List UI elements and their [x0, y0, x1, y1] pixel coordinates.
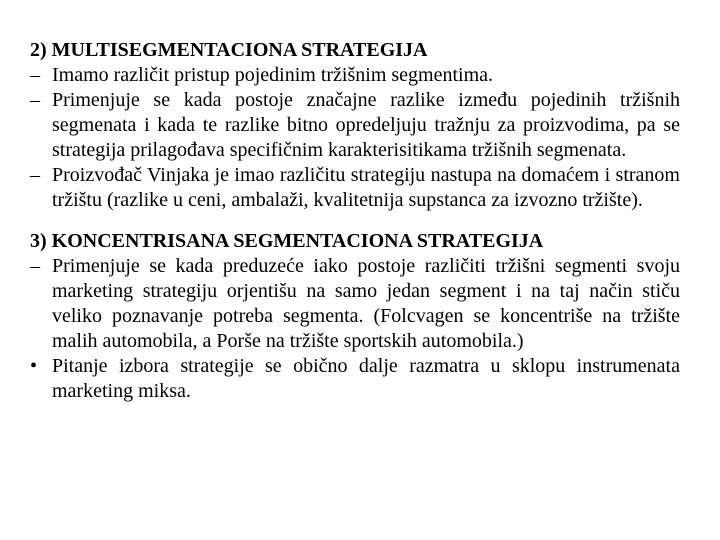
list-item [30, 88, 680, 163]
list-item-text: Pitanje izbora strategije se obično dalje razmatra u sklopu instrumenata marketing miksa. [52, 355, 680, 402]
list-item-text: Primenjuje se kada preduzeće iako postoje različiti tržišni segmenti svoju marketing strategiju orjentišu na samo jedan segment i na taj način stiču veliko poznavanje potreba segmenta. (Folcvagen se koncentriše na tržište malih automobila, a Porše na tržište sportskih automobila.) [52, 255, 680, 352]
list-item-text: Proizvođač Vinjaka je imao različitu strategiju nastupa na domaćem i stranom tržištu (razlike u ceni, ambalaži, kvalitetnija supstanca za izvozno tržište). [52, 164, 680, 211]
slide-content [30, 38, 680, 404]
section-multisegment [30, 38, 680, 213]
section-heading: 3) KONCENTRISANA SEGMENTACIONA STRATEGIJA [30, 230, 544, 252]
dash-marker: – [30, 89, 40, 111]
list-item [30, 63, 680, 88]
list-item [30, 254, 680, 354]
list-item [30, 163, 680, 213]
section-concentrated [30, 229, 680, 404]
dash-marker: – [30, 255, 40, 277]
dash-marker: – [30, 64, 40, 86]
bullet-marker: • [30, 355, 38, 377]
dash-marker: – [30, 164, 40, 186]
section-heading: 2) MULTISEGMENTACIONA STRATEGIJA [30, 39, 428, 61]
list-item-text: Imamo različit pristup pojedinim tržišnim segmentima. [52, 64, 494, 86]
list-item [30, 354, 680, 404]
list-item-text: Primenjuje se kada postoje značajne razlike između pojedinih tržišnih segmenata i kada te razlike bitno opredeljuju tražnju za proizvodima, pa se strategija prilagođava specifičnim karakterisitikama tržišnih segmenata. [52, 89, 680, 161]
